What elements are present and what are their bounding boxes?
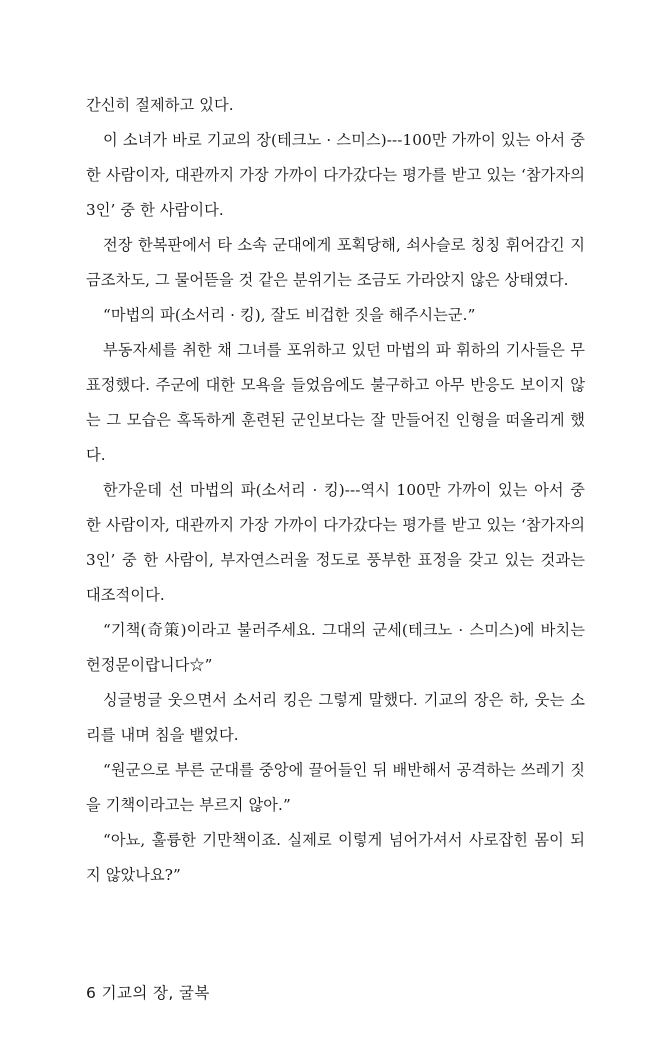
paragraph: 전장 한복판에서 타 소속 군대에게 포획당해, 쇠사슬로 칭칭 휘어감긴 지금조차도, 그 물어뜯을 것 같은 분위기는 조금도 가라앉지 않은 상태였다. bbox=[86, 236, 585, 289]
paragraph: “마법의 파(소서리 · 킹), 잘도 비겁한 짓을 해주시는군.” bbox=[103, 306, 476, 324]
paragraph: 싱글벙글 웃으면서 소서리 킹은 그렇게 말했다. 기교의 장은 하, 웃는 소리를 내며 침을 뱉었다. bbox=[86, 691, 585, 744]
page-footer: 6 기교의 장, 굴복 bbox=[86, 984, 210, 1002]
paragraph: 한가운데 선 마법의 파(소서리 · 킹)---역시 100만 가까이 있는 아서 중 한 사람이자, 대관까지 가장 가까이 다가갔다는 평가를 받고 있는 ‘참가자의 3인’ 중 한 사람이, 부자연스러울 정도로 풍부한 표정을 갖고 있는 것과는 대조적이다. bbox=[86, 481, 585, 604]
paragraph: “기책(奇策)이라고 불러주세요. 그대의 군세(테크노 · 스미스)에 바치는 헌정문이랍니다☆” bbox=[86, 621, 585, 674]
paragraph: 간신히 절제하고 있다. bbox=[86, 96, 234, 114]
page-body bbox=[86, 88, 585, 893]
paragraph: 이 소녀가 바로 기교의 장(테크노 · 스미스)---100만 가까이 있는 아서 중 한 사람이자, 대관까지 가장 가까이 다가갔다는 평가를 받고 있는 ‘참가자의 3인’ 중 한 사람이다. bbox=[86, 131, 585, 219]
paragraph: 부동자세를 취한 채 그녀를 포위하고 있던 마법의 파 휘하의 기사들은 무표정했다. 주군에 대한 모욕을 들었음에도 불구하고 아무 반응도 보이지 않는 그 모습은 혹독하게 훈련된 군인보다는 잘 만들어진 인형을 떠올리게 했다. bbox=[86, 341, 585, 464]
paragraph: “아뇨, 훌륭한 기만책이죠. 실제로 이렇게 넘어가셔서 사로잡힌 몸이 되지 않았나요?” bbox=[86, 831, 585, 884]
paragraph: “원군으로 부른 군대를 중앙에 끌어들인 뒤 배반해서 공격하는 쓰레기 짓을 기책이라고는 부르지 않아.” bbox=[86, 761, 585, 814]
